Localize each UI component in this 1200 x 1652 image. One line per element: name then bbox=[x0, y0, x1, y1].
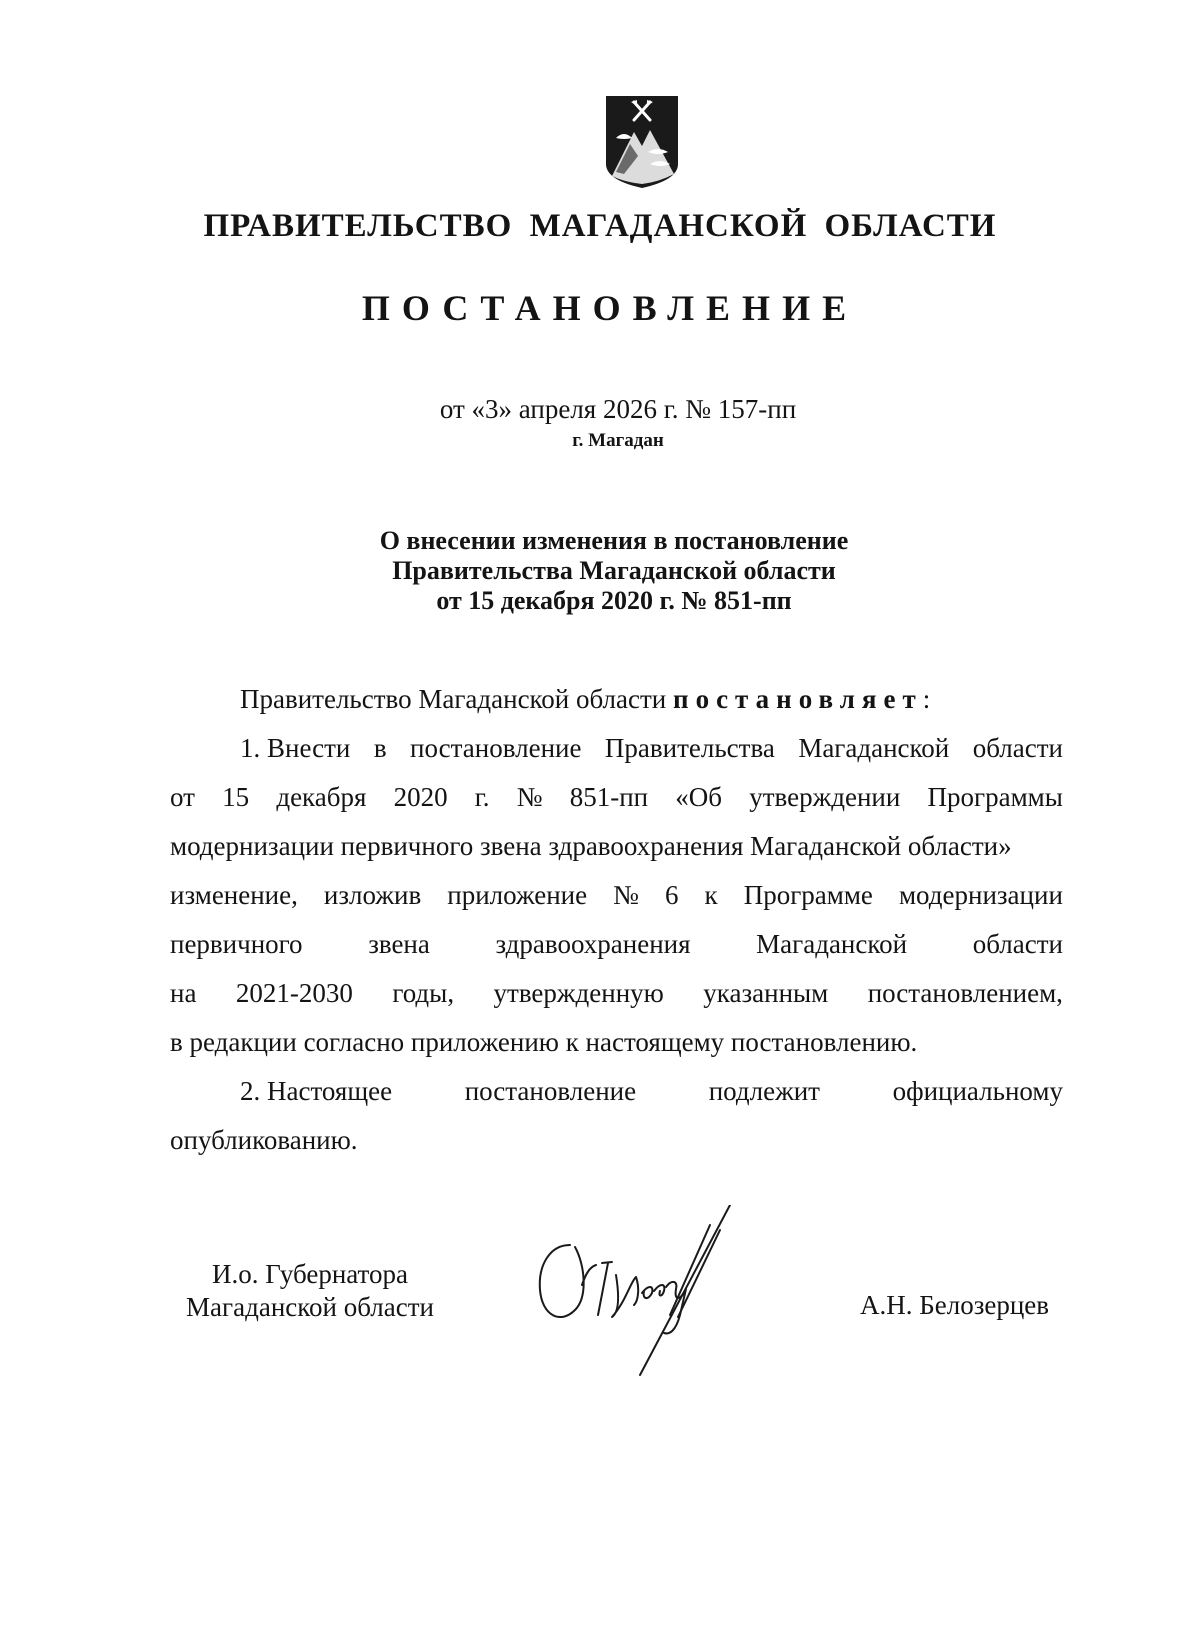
coat-of-arms-icon bbox=[604, 94, 680, 190]
word: официальному bbox=[892, 1076, 1063, 1106]
word: «Об bbox=[675, 782, 723, 812]
position-line: И.о. Губернатора bbox=[211, 1259, 408, 1289]
word: указанным bbox=[703, 978, 829, 1008]
subject-line: Правительства Магаданской области bbox=[392, 556, 836, 585]
word: Правительства bbox=[604, 733, 775, 763]
word: модернизации первичного звена здравоохранения Магаданской области» bbox=[170, 831, 1012, 861]
text-line: опубликованию. bbox=[170, 1125, 358, 1155]
word: изменение, bbox=[170, 880, 298, 910]
word: утверждении bbox=[749, 782, 901, 812]
document-subject bbox=[0, 526, 1200, 616]
text-line bbox=[170, 871, 1063, 920]
intro-text: Правительство Магаданской области bbox=[240, 684, 667, 714]
word: в bbox=[373, 733, 387, 763]
word: области bbox=[972, 733, 1063, 763]
word: годы, bbox=[392, 978, 455, 1008]
signer-position bbox=[170, 1258, 450, 1324]
word: от bbox=[170, 782, 195, 812]
item-1 bbox=[170, 724, 1063, 1067]
city-label: г. Магадан bbox=[572, 430, 664, 451]
text-line: в редакции согласно приложению к настоящему постановлению. bbox=[170, 1027, 918, 1057]
word: Программы bbox=[927, 782, 1063, 812]
word: постановление bbox=[410, 733, 582, 763]
intro-verb: постановляет bbox=[673, 684, 923, 714]
word: № bbox=[613, 880, 639, 910]
document-body bbox=[170, 675, 1063, 1165]
government-title: ПРАВИТЕЛЬСТВО МАГАДАНСКОЙ ОБЛАСТИ bbox=[203, 208, 997, 244]
word: Магаданской bbox=[756, 929, 908, 959]
intro-paragraph bbox=[170, 675, 1063, 724]
date-number-line: от «3» апреля 2026 г. № 157-пп bbox=[439, 394, 797, 424]
word: 1. Внести bbox=[240, 733, 351, 763]
word: 15 bbox=[222, 782, 250, 812]
word: Программе bbox=[743, 880, 873, 910]
word: 2. Настоящее bbox=[240, 1076, 393, 1106]
item-2 bbox=[170, 1067, 1063, 1165]
word: г. bbox=[474, 782, 490, 812]
word: 2021-2030 bbox=[235, 978, 353, 1008]
text-line bbox=[170, 1067, 1063, 1116]
word: 6 bbox=[664, 880, 679, 910]
handwritten-signature bbox=[530, 1205, 780, 1385]
word: Магаданской bbox=[798, 733, 950, 763]
word: здравоохранения bbox=[495, 929, 691, 959]
text-line bbox=[170, 724, 1063, 773]
position-line: Магаданской области bbox=[186, 1292, 434, 1322]
text-line bbox=[170, 920, 1063, 969]
subject-line: от 15 декабря 2020 г. № 851-пп bbox=[436, 586, 792, 615]
word: звена bbox=[368, 929, 430, 959]
text-line bbox=[170, 773, 1063, 822]
word: изложив bbox=[323, 880, 422, 910]
word: 851-пп bbox=[569, 782, 649, 812]
word: постановление bbox=[464, 1076, 637, 1106]
word: утвержденную bbox=[493, 978, 664, 1008]
document-type: ПОСТАНОВЛЕНИЕ bbox=[361, 288, 859, 328]
word: области bbox=[972, 929, 1063, 959]
word: модернизации bbox=[898, 880, 1063, 910]
word: к bbox=[704, 880, 718, 910]
word: № bbox=[516, 782, 543, 812]
word: приложение bbox=[447, 880, 588, 910]
subject-line: О внесении изменения в постановление bbox=[379, 526, 849, 555]
intro-colon: : bbox=[922, 684, 931, 714]
word: декабря bbox=[276, 782, 367, 812]
word: постановлением, bbox=[867, 978, 1063, 1008]
signer-name: А.Н. Белозерцев bbox=[860, 1290, 1050, 1320]
word: 2020 bbox=[393, 782, 448, 812]
word: на bbox=[170, 978, 197, 1008]
text-line bbox=[170, 822, 1063, 871]
word: первичного bbox=[170, 929, 303, 959]
text-line bbox=[170, 969, 1063, 1018]
word: подлежит bbox=[708, 1076, 820, 1106]
